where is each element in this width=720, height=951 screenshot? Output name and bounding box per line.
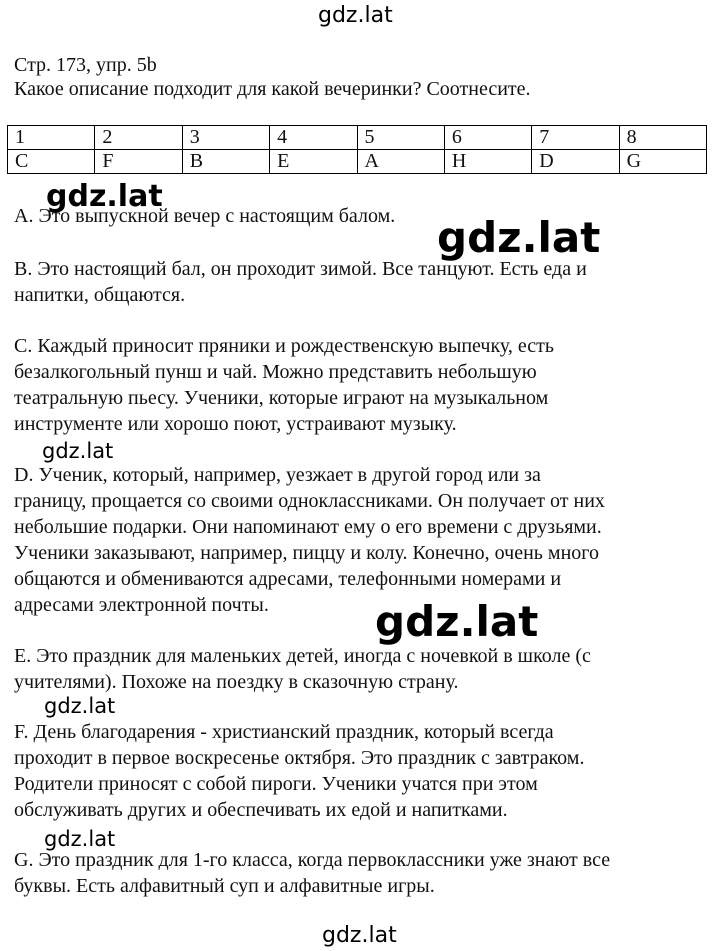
paragraph-g (14, 847, 714, 899)
paragraph-line: обслуживать других и обеспечивать их едой и напитками. (14, 799, 508, 821)
paragraph-line: напитки, общаются. (14, 284, 186, 306)
paragraph-f (14, 719, 714, 823)
paragraph-c (14, 333, 714, 437)
table-cell: G (619, 150, 706, 174)
table-cell: 8 (619, 126, 706, 150)
paragraph-line: границу, прощается со своими одноклассниками. Он получает от них (14, 490, 605, 512)
paragraph-line: адресами электронной почты. (14, 594, 269, 616)
table-cell: 5 (357, 126, 444, 150)
paragraph-line: Ученики заказывают, например, пиццу и колу. Конечно, очень много (14, 542, 599, 564)
paragraph-line: небольшие подарки. Они напоминают ему о его времени с друзьями. (14, 516, 602, 538)
table-cell: 1 (8, 126, 95, 150)
watermark: gdz.lat (437, 213, 601, 262)
watermark: gdz.lat (375, 597, 539, 646)
paragraph-line: D. Ученик, который, например, уезжает в другой город или за (14, 464, 541, 486)
paragraph-line: безалкогольный пунш и чай. Можно представить небольшую (14, 361, 537, 383)
paragraph-line: C. Каждый приносит пряники и рождественскую выпечку, есть (14, 335, 554, 357)
paragraph-line: буквы. Есть алфавитный суп и алфавитные игры. (14, 875, 435, 897)
paragraph-line: B. Это настоящий бал, он проходит зимой. Все танцуют. Есть еда и (14, 258, 587, 280)
paragraph-line: E. Это праздник для маленьких детей, иногда с ночевкой в школе (с (14, 645, 591, 667)
table-cell: B (182, 150, 269, 174)
table-cell: E (270, 150, 357, 174)
table-cell: 3 (182, 126, 269, 150)
table-cell: A (357, 150, 444, 174)
paragraph-b (14, 256, 714, 308)
paragraph-line: A. Это выпускной вечер с настоящим балом. (14, 205, 396, 227)
watermark: gdz.lat (44, 694, 116, 718)
table-cell: 6 (444, 126, 531, 150)
watermark-bottom: gdz.lat (322, 923, 397, 948)
paragraph-line: Родители приносят с собой пироги. Ученики учатся при этом (14, 773, 538, 795)
table-cell: 2 (95, 126, 182, 150)
table-cell: H (444, 150, 531, 174)
watermark-top: gdz.lat (318, 3, 393, 28)
paragraph-line: общаются и обмениваются адресами, телефонными номерами и (14, 568, 562, 590)
watermark: gdz.lat (44, 827, 116, 851)
paragraph-line: F. День благодарения - христианский праздник, который всегда (14, 721, 554, 743)
paragraph-line: G. Это праздник для 1-го класса, когда первоклассники уже знают все (14, 849, 611, 871)
page-reference: Стр. 173, упр. 5b (14, 54, 157, 76)
table-cell: D (532, 150, 619, 174)
answer-table (7, 125, 707, 174)
watermark: gdz.lat (46, 179, 163, 214)
paragraph-d (14, 462, 714, 618)
table-row-letters (8, 150, 707, 174)
task-instruction: Какое описание подходит для какой вечеринки? Соотнесите. (14, 78, 531, 100)
paragraph-line: театральную пьесу. Ученики, которые играют на музыкальном (14, 387, 549, 409)
table-cell: F (95, 150, 182, 174)
paragraph-line: инструменте или хорошо поют, устраивают музыку. (14, 413, 457, 435)
table-cell: C (8, 150, 95, 174)
table-cell: 4 (270, 126, 357, 150)
watermark: gdz.lat (42, 439, 114, 463)
paragraph-line: проходит в первое воскресенье октября. Это праздник с завтраком. (14, 747, 585, 769)
paragraph-e (14, 643, 714, 695)
paragraph-line: учителями). Похоже на поездку в сказочную страну. (14, 671, 459, 693)
table-cell: 7 (532, 126, 619, 150)
table-row-numbers (8, 126, 707, 150)
